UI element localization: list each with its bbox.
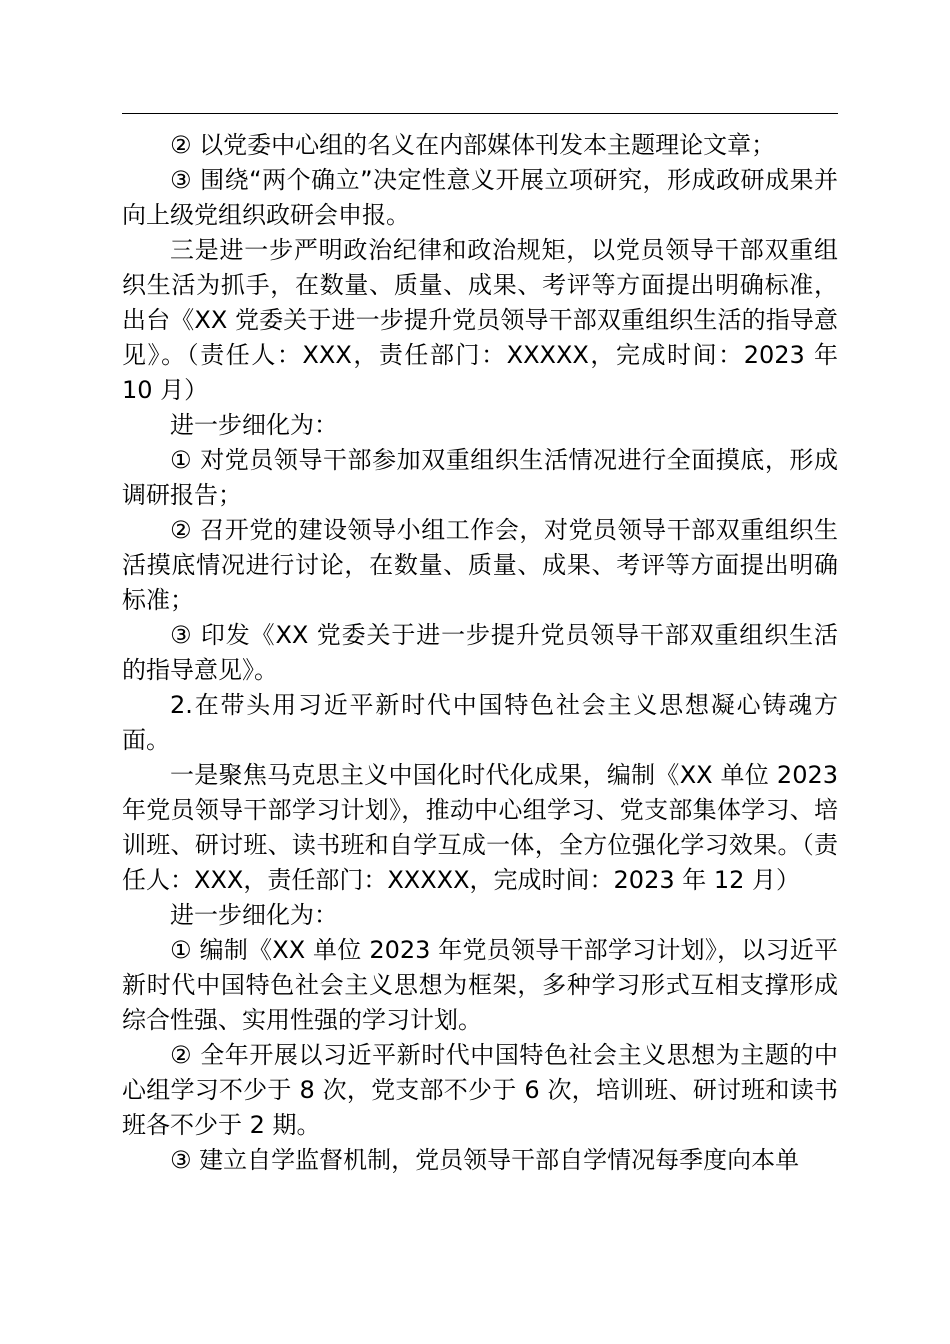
paragraph-6: ② 召开党的建设领导小组工作会，对党员领导干部双重组织生活摸底情况进行讨论，在数量、质量、成果、考评等方面提出明确标准； — [122, 516, 838, 614]
paragraph-3: 三是进一步严明政治纪律和政治规矩，以党员领导干部双重组织生活为抓手，在数量、质量、成果、考评等方面提出明确标准，出台《XX 党委关于进一步提升党员领导干部双重组织生活的指导意见》。（责任人：XXX，责任部门：XXXXX，完成时间：2023 年 10 月） — [122, 236, 838, 404]
paragraph-7: ③ 印发《XX 党委关于进一步提升党员领导干部双重组织生活的指导意见》。 — [122, 621, 838, 684]
paragraph-5: ① 对党员领导干部参加双重组织生活情况进行全面摸底，形成调研报告； — [122, 446, 838, 509]
header-rule — [122, 113, 838, 114]
paragraph-1: ② 以党委中心组的名义在内部媒体刊发本主题理论文章； — [170, 131, 776, 159]
paragraph-11: ① 编制《XX 单位 2023 年党员领导干部学习计划》，以习近平新时代中国特色社会主义思想为框架，多种学习形式互相支撑形成综合性强、实用性强的学习计划。 — [122, 936, 838, 1034]
paragraph-12: ② 全年开展以习近平新时代中国特色社会主义思想为主题的中心组学习不少于 8 次，党支部不少于 6 次，培训班、研讨班和读书班各不少于 2 期。 — [122, 1041, 838, 1139]
paragraph-13: ③ 建立自学监督机制，党员领导干部自学情况每季度向本单 — [170, 1146, 800, 1174]
paragraph-8: 2.在带头用习近平新时代中国特色社会主义思想凝心铸魂方面。 — [122, 691, 838, 754]
paragraph-4: 进一步细化为： — [170, 411, 338, 439]
paragraph-10: 进一步细化为： — [170, 901, 338, 929]
document-body — [122, 128, 838, 1178]
paragraph-2: ③ 围绕“两个确立”决定性意义开展立项研究，形成政研成果并向上级党组织政研会申报。 — [122, 166, 838, 229]
paragraph-9: 一是聚焦马克思主义中国化时代化成果，编制《XX 单位 2023 年党员领导干部学习计划》，推动中心组学习、党支部集体学习、培训班、研讨班、读书班和自学互成一体，全方位强化学习效果。（责任人：XXX，责任部门：XXXXX，完成时间：2023 年 12 月） — [122, 761, 838, 894]
